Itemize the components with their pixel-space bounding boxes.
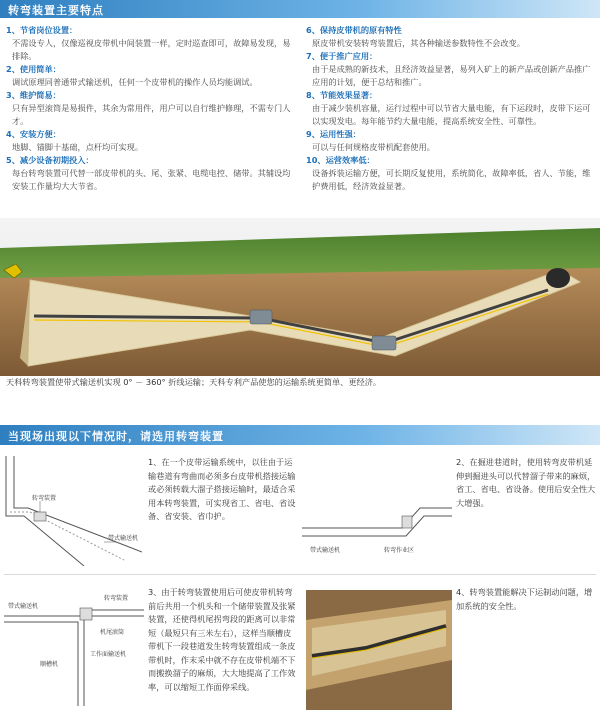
feature-item: 7、便于推广应用： 由于是成熟的新技术，且经济效益显著，易列入矿上的新产品或创新产品推广应用的计划，便于总结和推广。 (306, 51, 591, 87)
label-belt-conveyor: 带式输送机 (8, 603, 39, 610)
label-turning-device: 转弯装置 (32, 495, 57, 502)
case3-diagram (4, 586, 146, 712)
case3-text: 3、由于转弯装置使用后可使皮带机转弯前后共用一个机头和一个储带装置及张紧装置，还使得机尾拐弯段的距离可以非常短（最短只有三米左右），这样当顺槽皮带机下一段巷道发生转弯装置组成一条皮带机时，作末采中就不存在皮带机端不下而搬换溜子的麻烦，大大地提高了工作效率，可以缩短工作面停采线。 (148, 587, 296, 692)
label-tail-pulley: 机尾滚筒 (100, 629, 125, 636)
turning-device (372, 336, 396, 350)
divider (4, 574, 596, 575)
tunnel-exit (546, 268, 570, 288)
feature-item: 2、使用简单： 调试原理同普通带式输送机，任何一个皮带机的操作人员均能调试。 (6, 64, 258, 87)
feature-item: 9、运用性强： 可以与任何规格皮带机配套使用。 (306, 129, 435, 152)
feature-item: 10、运营效率低： 设备拆装运输方便，可长期反复使用，系统简化，故障率低，省人、节能，维护费用低，经济效益显著。 (306, 155, 591, 191)
usage-header-bar (0, 425, 600, 445)
feature-item: 4、安装方便： 地脚、锚脚十基础，点杆均可实现。 (6, 129, 144, 152)
feature-item: 3、维护简易： 只有异型滚筒是易损件，其余为常用件，用户可以自行维护修理，不需专门人才。 (6, 90, 291, 126)
feature-item: 5、减少设备初期投入： 每台转弯装置可代替一部皮带机的头、尾、张紧、电缆电控、储带。其辅设均安装工作量均大大节省。 (6, 155, 291, 191)
feature-item: 1、节省岗位设置： 不需设专人，仅像巡视皮带机中间装置一样，定时巡查即可，故障易发现，易排除。 (6, 25, 291, 61)
features-left-column (6, 24, 296, 193)
feature-item: 6、保持皮带机的原有特性 原皮带机安装转弯装置后，其各种输送参数特性不会改变。 (306, 25, 525, 48)
case2-text: 2、在掘进巷道时，使用转弯皮带机延伸到掘进头可以代替溜子带来的麻烦，省工、省电、省设备。使用后安全性大大增强。 (456, 457, 596, 508)
label-turning-zone: 转弯作业区 (384, 547, 415, 554)
features-header-title: 转弯装置主要特点 (8, 4, 104, 17)
case1-diagram (4, 456, 142, 566)
features-right-column (306, 24, 596, 193)
usage-header-title: 当现场出现以下情况时，请选用转弯装置 (8, 430, 224, 443)
label-gate-conveyor: 顺槽机 (40, 661, 59, 668)
illustration-caption: 天科转弯装置使带式输送机实现 0° － 360° 折线运输；天科专利产品使您的运输系统更简单、更经济。 (6, 377, 382, 387)
label-belt-conveyor: 带式输送机 (310, 547, 341, 554)
label-belt-conveyor: 带式输送机 (108, 535, 139, 542)
case1-text: 1、在一个皮带运输系统中，以往由于运输巷道有弯曲而必须多台皮带机搭接运输或必须转载大溜子搭接运输时，最适合采用本转弯装置，可实现省工、省电、省设备、省安装、省巾护。 (148, 457, 296, 521)
case4-photo (306, 590, 452, 710)
feature-item: 8、节能效果显著： 由于减少装机容量，运行过程中可以节省大量电能，有下运段时，皮带下运可以实现发电。每年能节约大量电能，提高系统安全性、可靠性。 (306, 90, 591, 126)
features-header-bar (0, 0, 600, 18)
turning-device (250, 310, 272, 324)
label-face-conveyor: 工作面输送机 (90, 651, 127, 658)
label-turning-device: 转弯装置 (104, 595, 129, 602)
case4-text: 4、转弯装置能解决下运制动问题，增加系统的安全性。 (456, 587, 593, 611)
case2-diagram (302, 456, 452, 566)
conveyor-tunnel-illustration (0, 218, 600, 376)
